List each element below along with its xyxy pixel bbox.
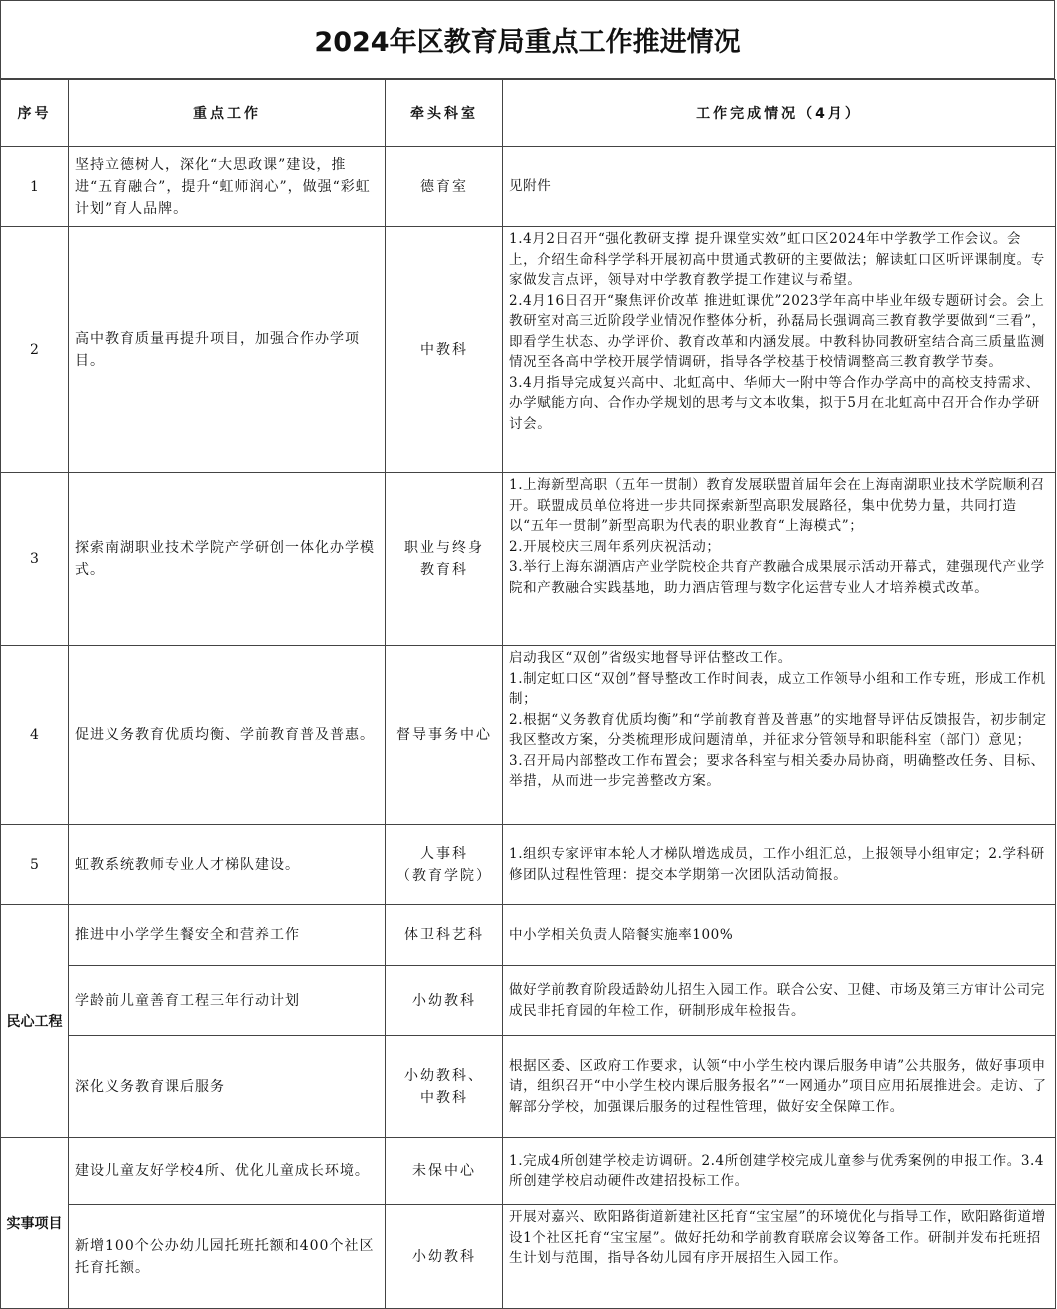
key-work: 探索南湖职业技术学院产学研创一体化办学模式。 [69, 473, 386, 646]
status-line: 1.制定虹口区“双创”督导整改工作时间表，成立工作领导小组和工作专班，形成工作机制； [509, 670, 1046, 707]
table-row [1, 646, 1056, 825]
lead-dept [386, 1138, 503, 1205]
dept-line: 未保中心 [412, 1163, 476, 1179]
table-row [1, 1036, 1056, 1138]
row-number: 3 [1, 473, 69, 646]
status-line: 2.4月16日召开“聚焦评价改革 推进虹课优”2023学年高中毕业年级专题研讨会。会上教研室对高三近阶段学业情况作整体分析，孙磊局长强调高三教育教学要做到“三看”，即看学生状态、办学评价、教育改革和内涵发展。中教科协同教研室结合高三质量监测情况至各高中学校开展学情调研，指导各学校基于校情调整高三教育教学节奏。 [509, 292, 1046, 370]
table-row [1, 1138, 1056, 1205]
key-work: 高中教育质量再提升项目，加强合作办学项目。 [69, 227, 386, 473]
progress-status [503, 147, 1056, 227]
dept-line: 职业与终身 [404, 540, 484, 556]
progress-status [503, 1138, 1056, 1205]
row-number: 5 [1, 825, 69, 905]
progress-status [503, 966, 1056, 1036]
key-work: 新增100个公办幼儿园托班托额和400个社区托育托额。 [69, 1205, 386, 1309]
progress-status [503, 1036, 1056, 1138]
status-line: 3.举行上海东湖酒店产业学院校企共育产教融合成果展示活动开幕式，建强现代产业学院和产教融合实践基地，助力酒店管理与数字化运营专业人才培养模式改革。 [509, 559, 1045, 596]
table-row [1, 905, 1056, 966]
dept-line: 小幼教科 [412, 1248, 476, 1265]
status-line: 启动我区“双创”省级实地督导评估整改工作。 [509, 650, 792, 666]
status-line: 做好学前教育阶段适龄幼儿招生入园工作。联合公安、卫健、市场及第三方审计公司完成民非托育园的年检工作，研制形成年检报告。 [509, 982, 1045, 1019]
lead-dept [386, 1036, 503, 1138]
key-work: 推进中小学学生餐安全和营养工作 [69, 905, 386, 966]
progress-status [503, 473, 1056, 646]
key-work: 学龄前儿童善育工程三年行动计划 [69, 966, 386, 1036]
lead-dept [386, 473, 503, 646]
dept-line: 中教科 [420, 341, 468, 358]
table-row [1, 825, 1056, 905]
key-work: 虹教系统教师专业人才梯队建设。 [69, 825, 386, 905]
row-number: 2 [1, 227, 69, 473]
table-row [1, 147, 1056, 227]
status-line: 3.4月指导完成复兴高中、北虹高中、华师大一附中等合作办学高中的高校支持需求、办学赋能方向、合作办学规划的思考与文本收集，拟于5月在北虹高中召开合作办学研讨会。 [509, 374, 1040, 432]
dept-line: 小幼教科、 [404, 1067, 484, 1084]
progress-status [503, 1205, 1056, 1309]
status-line: 1.4月2日召开“强化教研支撑 提升课堂实效”虹口区2024年中学教学工作会议。会上，介绍生命科学学科开展初高中贯通式教研的主要做法；解读虹口区听评课制度。专家做发言点评，领导对中学教育教学提工作建议与希望。 [509, 231, 1045, 288]
progress-status [503, 825, 1056, 905]
lead-dept [386, 825, 503, 905]
lead-dept [386, 966, 503, 1036]
dept-line: 德育室 [420, 178, 468, 195]
status-line: 中小学相关负责人陪餐实施率100% [509, 926, 734, 943]
table-row [1, 473, 1056, 646]
dept-line: 人事科 [420, 845, 468, 862]
row-number: 4 [1, 646, 69, 825]
key-work: 坚持立德树人，深化“大思政课”建设，推进“五育融合”，提升“虹师润心”，做强“彩虹计划”育人品牌。 [69, 147, 386, 227]
status-line: 3.召开局内部整改工作布置会；要求各科室与相关委办局协商，明确整改任务、目标、举措，从而进一步完善整改方案。 [509, 752, 1045, 789]
progress-status [503, 646, 1056, 825]
table-row [1, 227, 1056, 473]
dept-line: （教育学院） [396, 867, 492, 884]
progress-status [503, 227, 1056, 473]
group-label: 实事项目 [1, 1138, 69, 1309]
status-line: 根据区委、区政府工作要求，认领“中小学生校内课后服务申请”公共服务，做好事项申请，组织召开“中小学生校内课后服务报名”“一网通办”项目应用拓展推进会。走访、了解部分学校，加强课后服务的过程性管理，做好安全保障工作。 [509, 1057, 1047, 1115]
page-title: 2024年区教育局重点工作推进情况 [0, 0, 1055, 79]
status-line: 1.组织专家评审本轮人才梯队增选成员，工作小组汇总，上报领导小组审定；2.学科研修团队过程性管理：提交本学期第一次团队活动简报。 [509, 846, 1045, 883]
progress-status [503, 905, 1056, 966]
key-work: 建设儿童友好学校4所、优化儿童成长环境。 [69, 1138, 386, 1205]
dept-line: 督导事务中心 [396, 727, 492, 743]
status-line: 2.开展校庆三周年系列庆祝活动； [509, 538, 721, 555]
dept-line: 教育科 [420, 562, 468, 578]
status-line: 1.上海新型高职（五年一贯制）教育发展联盟首届年会在上海南湖职业技术学院顺利召开。联盟成员单位将进一步共同探索新型高职发展路径，集中优势力量，共同打造以“五年一贯制”新型高职为代表的职业教育“上海模式”； [509, 477, 1045, 534]
table-row [1, 966, 1056, 1036]
header-no: 序号 [1, 80, 69, 147]
dept-line: 体卫科艺科 [404, 927, 484, 943]
dept-line: 小幼教科 [412, 992, 476, 1009]
header-dept: 牵头科室 [386, 80, 503, 147]
key-work: 促进义务教育优质均衡、学前教育普及普惠。 [69, 646, 386, 825]
lead-dept [386, 905, 503, 966]
work-table [0, 79, 1056, 1309]
lead-dept [386, 1205, 503, 1309]
status-line: 见附件 [509, 178, 552, 195]
status-line: 1.完成4所创建学校走访调研。2.4所创建学校完成儿童参与优秀案例的申报工作。3.4所创建学校启动硬件改建招投标工作。 [509, 1152, 1045, 1189]
header-work: 重点工作 [69, 80, 386, 147]
header-row [1, 80, 1056, 147]
group-label: 民心工程 [1, 905, 69, 1138]
dept-line: 中教科 [420, 1089, 468, 1106]
status-line: 2.根据“义务教育优质均衡”和“学前教育普及普惠”的实地督导评估反馈报告，初步制定我区整改方案，分类梳理形成问题清单，并征求分管领导和职能科室（部门）意见； [509, 711, 1047, 748]
key-work: 深化义务教育课后服务 [69, 1036, 386, 1138]
row-number: 1 [1, 147, 69, 227]
table-row [1, 1205, 1056, 1309]
lead-dept [386, 227, 503, 473]
header-status: 工作完成情况（4月） [503, 80, 1056, 147]
lead-dept [386, 147, 503, 227]
status-line: 开展对嘉兴、欧阳路街道新建社区托育“宝宝屋”的环境优化与指导工作，欧阳路街道增设1个社区托育“宝宝屋”。做好托幼和学前教育联席会议筹备工作。研制并发布托班招生计划与范围，指导各幼儿园有序开展招生入园工作。 [509, 1209, 1046, 1266]
lead-dept [386, 646, 503, 825]
